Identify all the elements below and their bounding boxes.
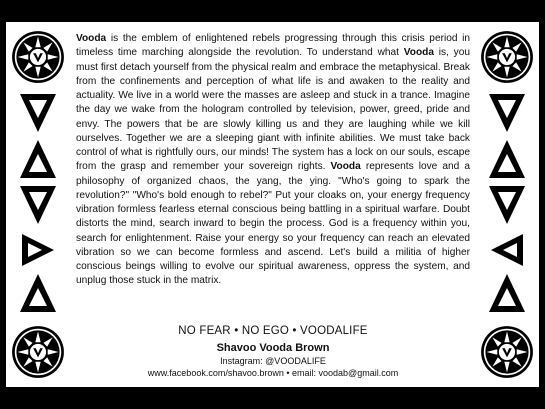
brand-name: Vooda — [403, 47, 434, 59]
brand-name: Vooda — [76, 33, 107, 44]
manifesto-segment: represents love and a philosophy of organized chaos, the yang, the ying. "Who's going to spark the revolution?" "Who's bold enough to rebel?" Put your cloaks on, your energy frequency vibration formless fearless eternal conscious being battling in a spiritual warfare. Doubt distorts the mind, search inward to begin the process. God is a frequency within you, search for enlightenment. Raise your energy so your frequency can reach an elevated vibration so we can become formless and ascend. Let's build a militia of higher conscious beings willing to evolve our spiritual awareness, oppress the system, and unplug those stuck in the matrix. — [76, 161, 471, 287]
vooda-seal-icon — [11, 325, 65, 379]
brand-name: Vooda — [330, 161, 361, 173]
contact-line: www.facebook.com/shavoo.brown • email: voodab@gmail.com — [147, 368, 399, 378]
right-border — [475, 22, 539, 387]
vooda-vertical-letters — [487, 92, 527, 316]
manifesto-segment: is, you must first detach yourself from the physical realm and embrace the metaphysical. Break from the confinements and perception of what life is and awaken to the reality and actuality. We live in a world were the masses are asleep and stuck in a trance. Imagine the day we wake from the hologram controlled by television, power, greed, pride and envy. The powers that be are slowly killing us and they are laughing while we kill ourselves. Together we are a sleeping giant with infinite abilities. We must take back control of what is rightfully ours, our minds! The system has a lock on our souls, escape from the grasp and remember your sovereign rights. — [76, 47, 470, 173]
flyer-footer — [76, 324, 470, 379]
instagram-handle: Instagram: @VOODALIFE — [220, 356, 326, 366]
flyer-card — [6, 22, 539, 387]
left-border — [6, 22, 70, 387]
vooda-seal-icon — [480, 325, 534, 379]
tagline: NO FEAR • NO EGO • VOODALIFE — [178, 325, 368, 337]
vooda-seal-icon — [480, 30, 534, 84]
vooda-seal-icon — [11, 30, 65, 84]
manifesto-segment: is the emblem of enlightened rebels progressing through this crisis period in timeless time marching alongside the revolution. To understand what — [76, 33, 470, 59]
vooda-vertical-letters — [18, 92, 58, 316]
author-name: Shavoo Vooda Brown — [216, 342, 330, 354]
manifesto-text — [76, 32, 470, 289]
